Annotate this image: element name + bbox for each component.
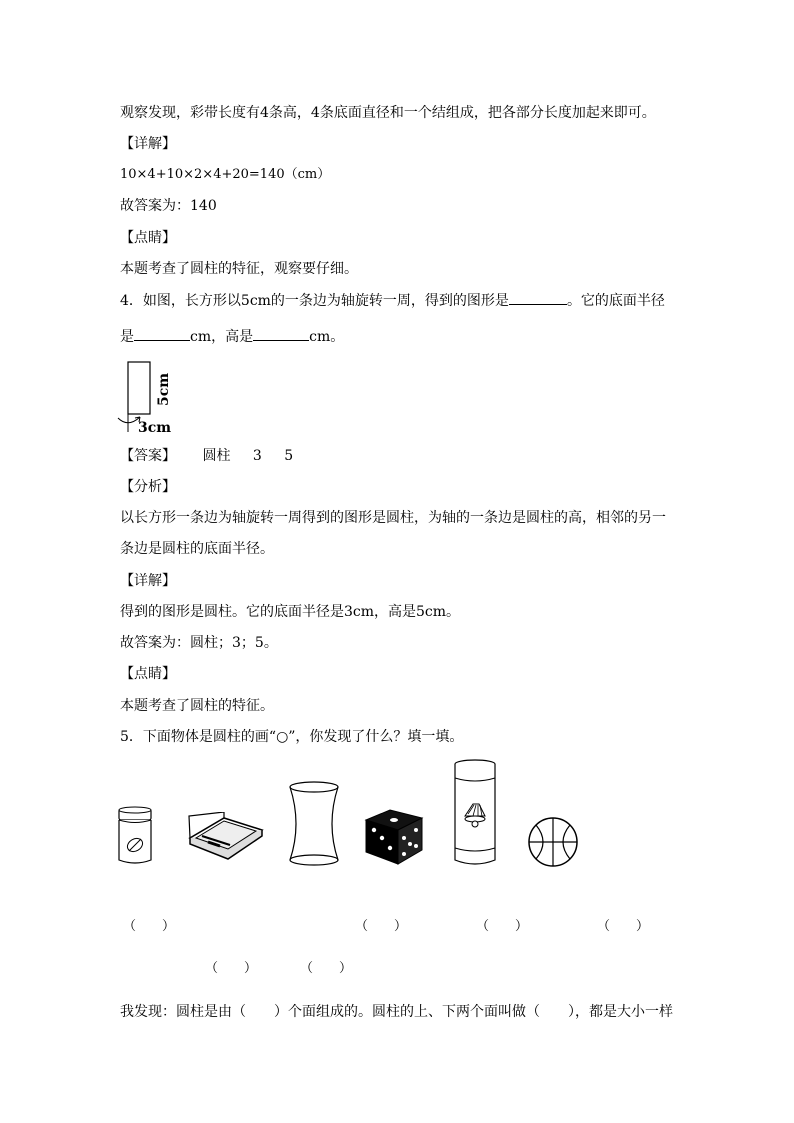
- q4-answer-line: [120, 446, 293, 466]
- q4-analysis-heading: 【分析】: [120, 479, 176, 495]
- q4-answer-1: 圆柱: [202, 448, 231, 464]
- pencil-box-image: [186, 812, 266, 864]
- q3-comment: 本题考查了圆柱的特征，观察要仔细。: [120, 261, 358, 277]
- bracket-2[interactable]: （ ）: [355, 919, 408, 934]
- q4-detail: 得到的图形是圆柱。它的底面半径是3cm，高是5cm。: [120, 604, 461, 620]
- bracket-4[interactable]: （ ）: [597, 919, 650, 934]
- q4-blank-shape[interactable]: [509, 290, 567, 305]
- q4-stem-part2: 。它的底面半径: [566, 293, 665, 309]
- dice-image: [364, 808, 426, 866]
- q5-discovery: 我发现：圆柱是由（ ）个面组成的。圆柱的上、下两个面叫做（ ），都是大小一样: [120, 1004, 673, 1020]
- q4-final-answer: 故答案为：圆柱；3；5。: [120, 635, 278, 651]
- q4-answer-2: 3: [252, 448, 262, 464]
- q4-stem-line1: [120, 290, 665, 311]
- bracket-6[interactable]: （ ）: [300, 961, 353, 976]
- q3-answer: 故答案为：140: [120, 198, 217, 214]
- q4-stem-part3: 是: [120, 329, 134, 345]
- height-label: 5cm: [156, 372, 172, 406]
- intro-observe-text: 观察发现，彩带长度有4条高，4条底面直径和一个结组成，把各部分长度加起来即可。: [120, 105, 656, 121]
- rectangle-rotation-figure: [116, 360, 186, 436]
- tea-canister-image: [116, 805, 156, 865]
- curved-vase-image: [284, 780, 344, 868]
- q4-answer-heading: 【答案】: [120, 448, 176, 464]
- q4-answer-3: 5: [284, 448, 294, 464]
- q4-stem-line2: [120, 326, 344, 347]
- q4-stem-part1: 4．如图，长方形以5cm的一条边为轴旋转一周，得到的图形是: [120, 293, 509, 309]
- bracket-3[interactable]: （ ）: [476, 919, 529, 934]
- q4-stem-part5: cm。: [309, 329, 345, 345]
- q4-detail-heading: 【详解】: [120, 573, 176, 589]
- q5-stem: 5．下面物体是圆柱的画“○”，你发现了什么？填一填。: [120, 729, 464, 745]
- q4-blank-height[interactable]: [253, 326, 309, 341]
- q3-detail-heading: 【详解】: [120, 136, 176, 152]
- bracket-5[interactable]: （ ）: [205, 961, 258, 976]
- q4-analysis-line2: 条边是圆柱的底面半径。: [120, 541, 274, 557]
- q3-formula: 10×4+10×2×4+20=140（cm）: [120, 167, 331, 182]
- bracket-1[interactable]: （ ）: [123, 919, 176, 934]
- q4-stem-part4: cm，高是: [190, 329, 254, 345]
- q4-blank-radius[interactable]: [134, 326, 190, 341]
- q4-comment: 本题考查了圆柱的特征。: [120, 698, 274, 714]
- shuttlecock-tube-image: [451, 758, 499, 868]
- basketball-image: [526, 815, 580, 869]
- q4-comment-heading: 【点睛】: [120, 666, 176, 682]
- q3-comment-heading: 【点睛】: [120, 230, 176, 246]
- rectangle-shape: [128, 362, 150, 414]
- q4-analysis-line1: 以长方形一条边为轴旋转一周得到的图形是圆柱，为轴的一条边是圆柱的高，相邻的另一: [120, 510, 666, 526]
- width-label: 3cm: [138, 420, 172, 436]
